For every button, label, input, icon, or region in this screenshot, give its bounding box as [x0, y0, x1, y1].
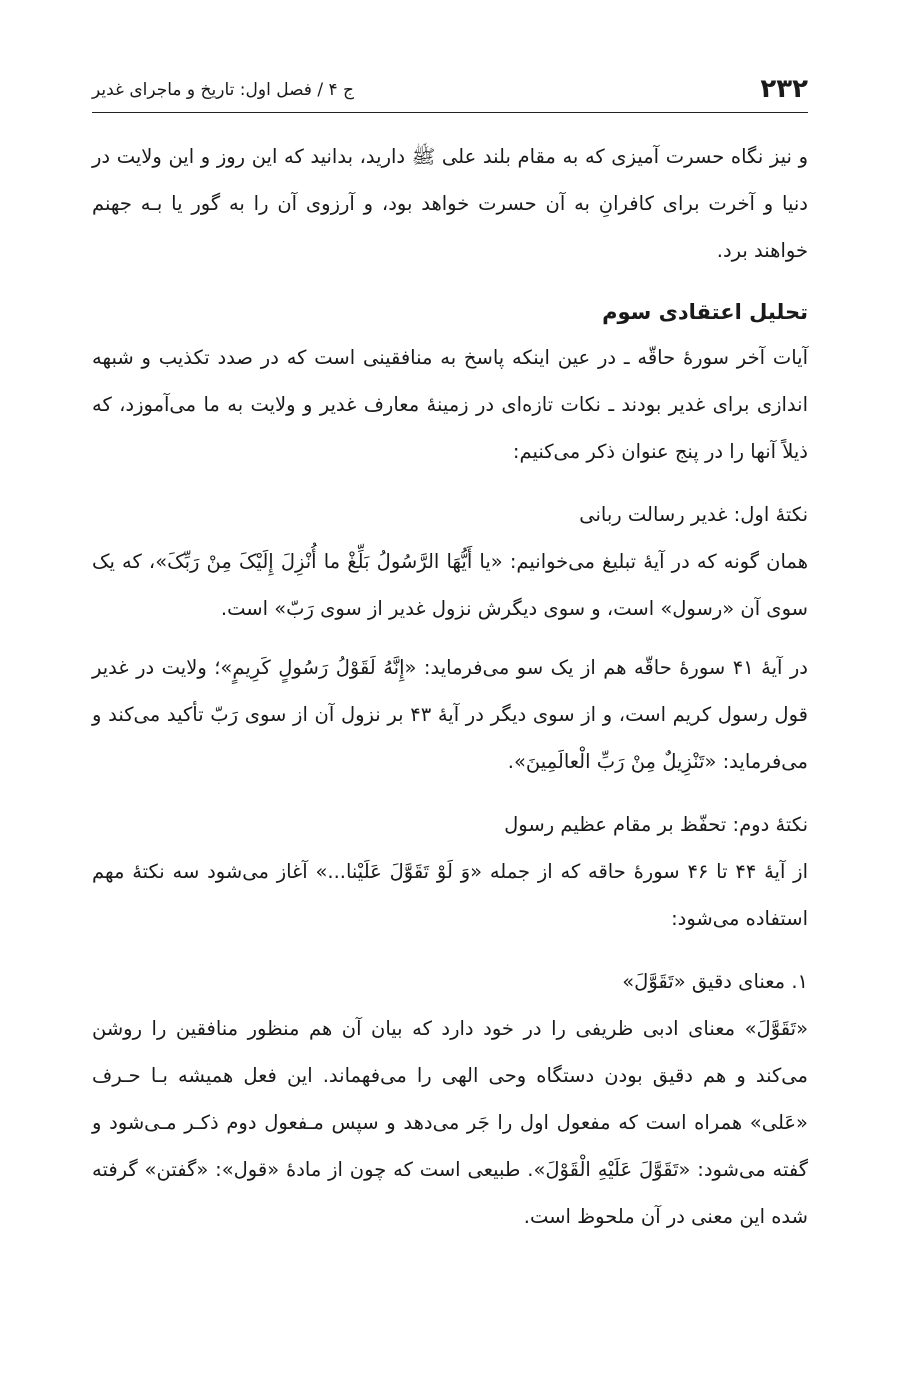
- note2-paragraph: از آیهٔ ۴۴ تا ۴۶ سورهٔ حاقه که از جمله «وَ لَوْ تَقَوَّلَ عَلَیْنا...» آغاز می‌شود سه نکتهٔ مهم استفاده می‌شود:: [92, 860, 809, 930]
- note1-paragraph-1: همان گونه که در آیهٔ تبلیغ می‌خوانیم: «یا أَیُّهَا الرَّسُولُ بَلِّغْ ما أُنْزِلَ إِلَیْکَ مِنْ رَبِّکَ»، که یک سوی آن «رسول» است، و سوی دیگرش نزول غدیر از سوی رَبّ» است.: [92, 550, 808, 620]
- page-header: [92, 60, 808, 104]
- note2-title: نکتهٔ دوم: تحفّظ بر مقام عظیم رسول: [504, 813, 808, 836]
- page-number: ۲۳۲: [760, 74, 808, 104]
- intro-paragraph: و نیز نگاه حسرت آمیزی که به مقام بلند علی ﷺ دارید، بدانید که این روز و این ولایت در دنیا و آخرت برای کافرانِ به آن حسرت خواهد بود، و آرزوی آن را به گور یا بـه جهنم خواهند برد.: [92, 145, 808, 262]
- book-page: [92, 60, 808, 1240]
- note1-title: نکتهٔ اول: غدیر رسالت ربانی: [579, 503, 808, 526]
- section-paragraph: آیات آخر سورهٔ حاقّه ـ در عین اینکه پاسخ به منافقینی است که در صدد تکذیب و شبهه اندازی برای غدیر بودند ـ نکات تازه‌ای در زمینهٔ معارف غدیر و ولایت به ما می‌آموزد، که ذیلاً آنها را در پنج عنوان ذکر می‌کنیم:: [92, 346, 808, 463]
- header-rule: [92, 112, 808, 113]
- section-title: تحلیل اعتقادی سوم: [602, 300, 808, 324]
- running-title: ج ۴ / فصل اول: تاریخ و ماجرای غدیر: [92, 80, 355, 100]
- point1-title: ۱. معنای دقیق «تَقَوَّلَ»: [622, 970, 808, 993]
- note1-paragraph-2: در آیهٔ ۴۱ سورهٔ حاقّه هم از یک سو می‌فرماید: «إِنَّهُ لَقَوْلُ رَسُولٍ کَرِیمٍ»؛ ولایت در غدیر قول رسول کریم است، و از سوی دیگر در آیهٔ ۴۳ بر نزول آن از سوی رَبّ تأکید می‌کند و می‌فرماید: «تَنْزِیلٌ مِنْ رَبِّ الْعالَمِینَ».: [92, 656, 808, 773]
- point1-paragraph: «تَقَوَّلَ» معنای ادبی ظریفی را در خود دارد که بیان آن هم منظور منافقین را روشن می‌کند و هم دقیق بودن دستگاه وحی الهی را می‌فهماند. این فعل همیشه بـا حـرف «عَلی» همراه است که مفعول اول را جَر می‌دهد و سپس مـفعول دوم ذکـر مـی‌شود و گفته می‌شود: «تَقَوَّلَ عَلَیْهِ الْقَوْلَ». طبیعی است که چون از مادهٔ «قول»: «گفتن» گرفته شده این معنی در آن ملحوظ است.: [92, 1017, 808, 1228]
